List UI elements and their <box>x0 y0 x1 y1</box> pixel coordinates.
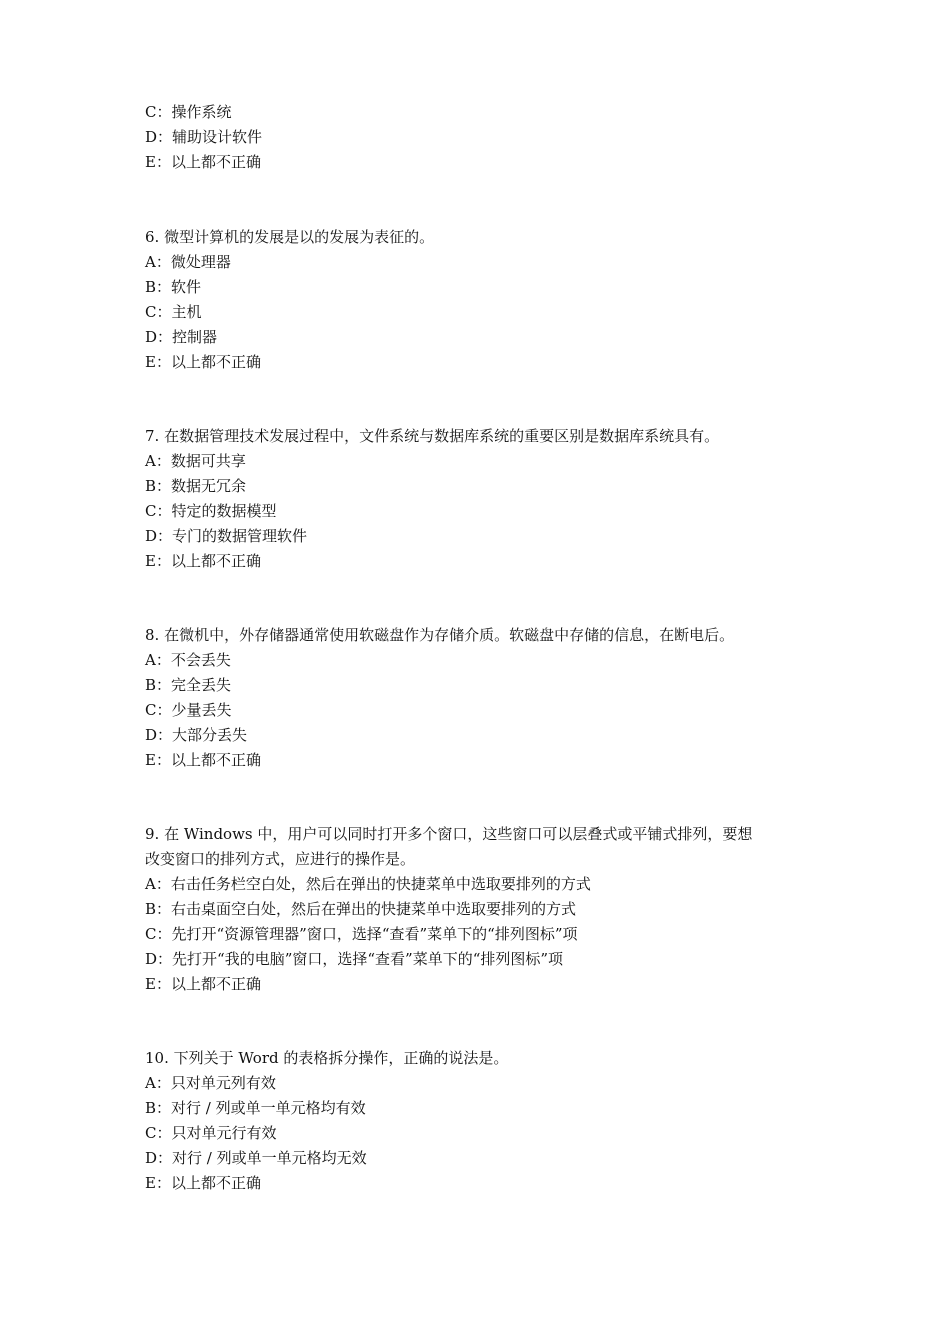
q10-option-a <box>145 1071 825 1096</box>
q10-option-e <box>145 1171 825 1196</box>
option-text: 先打开“我的电脑”窗口，选择“查看”菜单下的“排列图标”项 <box>172 950 564 968</box>
q6-option-a <box>145 250 825 275</box>
q7-option-a <box>145 449 825 474</box>
option-text: 右击桌面空白处，然后在弹出的快捷菜单中选取要排列的方式 <box>171 900 577 918</box>
q9-stem-line-2: 改变窗口的排列方式，应进行的操作是。 <box>145 850 416 868</box>
q10-option-b <box>145 1096 825 1121</box>
option-label: B： <box>145 278 172 296</box>
option-text: 以上都不正确 <box>170 975 261 993</box>
q8-option-b <box>145 673 825 698</box>
option-text: 数据无冗余 <box>171 477 247 495</box>
option-text: 软件 <box>171 278 202 296</box>
option-label: E： <box>145 975 171 993</box>
option-label: D： <box>145 328 173 346</box>
option-label: D： <box>145 128 173 146</box>
q9-option-c <box>145 922 825 947</box>
option-text: 以上都不正确 <box>170 552 261 570</box>
q6-option-c <box>145 300 825 325</box>
option-label: E： <box>145 1174 171 1192</box>
option-text: 以上都不正确 <box>170 153 261 171</box>
q8-option-c <box>145 698 825 723</box>
q6-option-d <box>145 325 825 350</box>
q9-option-e <box>145 972 825 997</box>
option-label: E： <box>145 552 171 570</box>
option-label: A： <box>145 452 171 470</box>
q9-option-d <box>145 947 825 972</box>
option-label: C： <box>145 502 172 520</box>
q5-option-d <box>145 125 825 150</box>
option-text: 少量丢失 <box>171 701 232 719</box>
q10-stem: 10. 下列关于 Word 的表格拆分操作，正确的说法是。 <box>145 1049 509 1067</box>
option-text: 对行 / 列或单一单元格均无效 <box>172 1149 367 1167</box>
option-text: 大部分丢失 <box>172 726 248 744</box>
option-label: A： <box>145 875 171 893</box>
option-label: A： <box>145 1074 171 1092</box>
option-label: B： <box>145 900 172 918</box>
option-label: C： <box>145 701 172 719</box>
q7-stem: 7. 在数据管理技术发展过程中，文件系统与数据库系统的重要区别是数据库系统具有。 <box>145 427 720 445</box>
option-text: 以上都不正确 <box>170 353 261 371</box>
option-text: 数据可共享 <box>170 452 246 470</box>
option-text: 对行 / 列或单一单元格均有效 <box>171 1099 366 1117</box>
option-label: D： <box>145 950 173 968</box>
option-text: 微处理器 <box>170 253 231 271</box>
q6-option-e <box>145 350 825 375</box>
option-text: 以上都不正确 <box>170 751 261 769</box>
q8-stem: 8. 在微机中，外存储器通常使用软磁盘作为存储介质。软磁盘中存储的信息，在断电后。 <box>145 626 735 644</box>
option-label: B： <box>145 1099 172 1117</box>
option-text: 不会丢失 <box>170 651 231 669</box>
option-label: E： <box>145 751 171 769</box>
option-label: A： <box>145 253 171 271</box>
option-label: C： <box>145 1124 172 1142</box>
q7-option-c <box>145 499 825 524</box>
q9-stem-line-1: 9. 在 Windows 中，用户可以同时打开多个窗口，这些窗口可以层叠式或平铺式排列，要想 <box>145 825 753 843</box>
q10-option-d <box>145 1146 825 1171</box>
q8-option-e <box>145 748 825 773</box>
option-label: C： <box>145 925 172 943</box>
option-text: 控制器 <box>172 328 218 346</box>
q8-option-a <box>145 648 825 673</box>
option-text: 主机 <box>171 303 202 321</box>
option-text: 专门的数据管理软件 <box>172 527 308 545</box>
q6-option-b <box>145 275 825 300</box>
option-label: C： <box>145 303 172 321</box>
option-label: B： <box>145 676 172 694</box>
q8-option-d <box>145 723 825 748</box>
option-text: 完全丢失 <box>171 676 232 694</box>
q5-option-c <box>145 100 825 125</box>
option-label: C： <box>145 103 172 121</box>
option-label: B： <box>145 477 172 495</box>
q7-option-d <box>145 524 825 549</box>
option-label: E： <box>145 153 171 171</box>
option-label: D： <box>145 1149 173 1167</box>
option-text: 操作系统 <box>171 103 232 121</box>
option-text: 只对单元列有效 <box>170 1074 276 1092</box>
q7-option-e <box>145 549 825 574</box>
option-label: D： <box>145 726 173 744</box>
q9-option-a <box>145 872 825 897</box>
option-text: 右击任务栏空白处，然后在弹出的快捷菜单中选取要排列的方式 <box>170 875 591 893</box>
option-text: 只对单元行有效 <box>171 1124 277 1142</box>
option-text: 以上都不正确 <box>170 1174 261 1192</box>
option-label: A： <box>145 651 171 669</box>
q9-option-b <box>145 897 825 922</box>
option-label: D： <box>145 527 173 545</box>
option-text: 先打开“资源管理器”窗口，选择“查看”菜单下的“排列图标”项 <box>171 925 578 943</box>
q6-stem: 6. 微型计算机的发展是以的发展为表征的。 <box>145 228 435 246</box>
q5-option-e <box>145 150 825 175</box>
q7-option-b <box>145 474 825 499</box>
option-text: 辅助设计软件 <box>172 128 263 146</box>
q10-option-c <box>145 1121 825 1146</box>
option-label: E： <box>145 353 171 371</box>
option-text: 特定的数据模型 <box>171 502 277 520</box>
